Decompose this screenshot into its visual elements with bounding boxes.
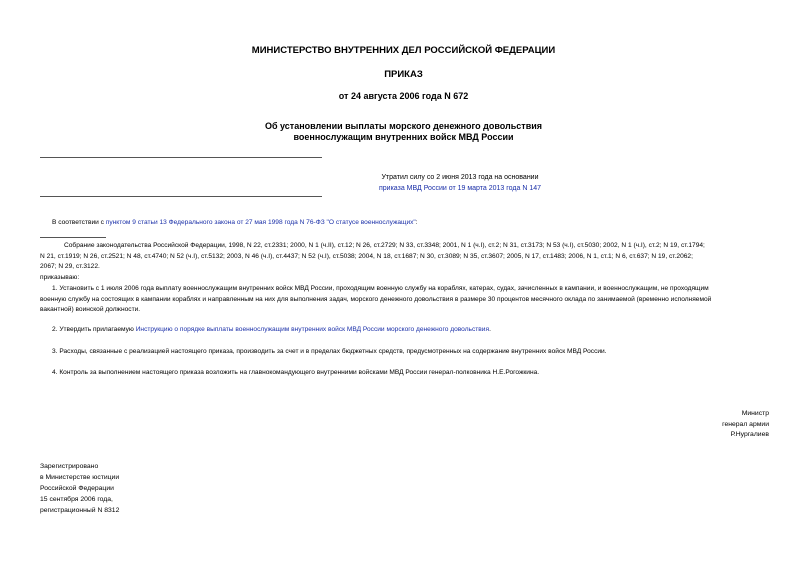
preamble: [52, 218, 418, 229]
signature-position: Министр: [741, 410, 769, 417]
footnote-divider: [40, 237, 106, 238]
title-line-1: Об установлении выплаты морского денежного довольствия: [264, 121, 543, 131]
signature-rank: генерал армии: [722, 420, 769, 428]
divider-note: [40, 196, 322, 197]
status-note-text: Утратил силу со 2 июня 2013 года на основании: [381, 174, 539, 181]
item-1-line-2: военную службу на состоящих в кампании кораблях и направленным на них для выполнения задач, морского денежного довольствия в размере 30 процентов месячного оклада по занимаемой (временно исполняемой: [40, 295, 712, 303]
preamble-suffix: :: [415, 219, 418, 226]
item-2-suffix: .: [489, 326, 491, 333]
preamble-prefix: В соответствии с: [52, 219, 106, 226]
instruction-link[interactable]: Инструкцию о порядке выплаты военнослужащим внутренних войск МВД России морского денежного довольствия: [135, 326, 490, 333]
item-1-line-3: вакантной) воинской должности.: [40, 306, 141, 313]
ministry-heading: МИНИСТЕРСТВО ВНУТРЕННИХ ДЕЛ РОССИЙСКОЙ ФЕДЕРАЦИИ: [251, 45, 556, 56]
doc-type-heading: ПРИКАЗ: [384, 69, 423, 80]
order-word: приказываю:: [40, 273, 80, 281]
divider-top: [40, 157, 322, 158]
footnote: [40, 241, 780, 283]
title-line-2: военнослужащим внутренних войск МВД России: [293, 132, 514, 142]
item-4: 4. Контроль за выполнением настоящего приказа возложить на главнокомандующего внутренними войсками МВД России генерал-полковника Н.Е.Рогожкина.: [52, 369, 540, 376]
registration-line-4: 15 сентября 2006 года,: [40, 496, 113, 503]
status-note: [300, 172, 620, 194]
item-3: 3. Расходы, связанные с реализацией настоящего приказа, производить за счет и в пределах бюджетных средств, предусмотренных на содержание внутренних войск МВД России.: [52, 348, 607, 355]
status-note-link[interactable]: приказа МВД России от 19 марта 2013 года N 147: [378, 185, 541, 192]
footnote-line-3: 2067; N 29, ст.3122.: [40, 263, 100, 270]
item-1: [40, 284, 780, 316]
document-title: [0, 121, 807, 143]
preamble-law-link[interactable]: пунктом 9 статьи 13 Федерального закона от 27 мая 1998 года N 76-ФЗ "О статусе военнослужащих": [105, 219, 416, 226]
registration-line-3: Российской Федерации: [40, 485, 114, 492]
date-number-heading: от 24 августа 2006 года N 672: [338, 91, 469, 101]
item-1-line-1: 1. Установить с 1 июля 2006 года выплату военнослужащим внутренних войск МВД России, проходящим военную службу на кораблях, катерах, судах, зачисленных в кампании, и военнослужащим, не проходящим: [52, 285, 709, 292]
signature-block: [722, 409, 769, 441]
footnote-line-2: N 21, ст.1919; N 26, ст.2521; N 48, ст.4740; N 52 (ч.I), ст.5132; 2003, N 46 (ч.I), ст.4437; N 52 (ч.I), ст.5038; 2004, N 18, ст.1687; N 30, ст.3089; N 35, ст.3607; 2005, N 17, ст.1483; 2006, N 1, ст.1; N 6, ст.637; N 19, ст.2062;: [40, 252, 693, 260]
registration-block: [40, 461, 119, 516]
registration-line-2: в Министерстве юстиции: [40, 474, 120, 481]
signature-name: Р.Нургалиев: [730, 431, 769, 438]
registration-line-5: регистрационный N 8312: [40, 507, 120, 514]
registration-line-1: Зарегистрировано: [40, 463, 99, 470]
footnote-line-1: Собрание законодательства Российской Федерации, 1998, N 22, ст.2331; 2000, N 1 (ч.II), ст.12; N 26, ст.2729; N 33, ст.3348; 2001, N 1 (ч.I), ст.2; N 31, ст.3173; N 53 (ч.I), ст.5030; 2002, N 1 (ч.I), ст.2; N 19, ст.1794;: [64, 242, 705, 249]
item-2: [52, 325, 491, 336]
item-2-prefix: 2. Утвердить прилагаемую: [52, 326, 136, 333]
